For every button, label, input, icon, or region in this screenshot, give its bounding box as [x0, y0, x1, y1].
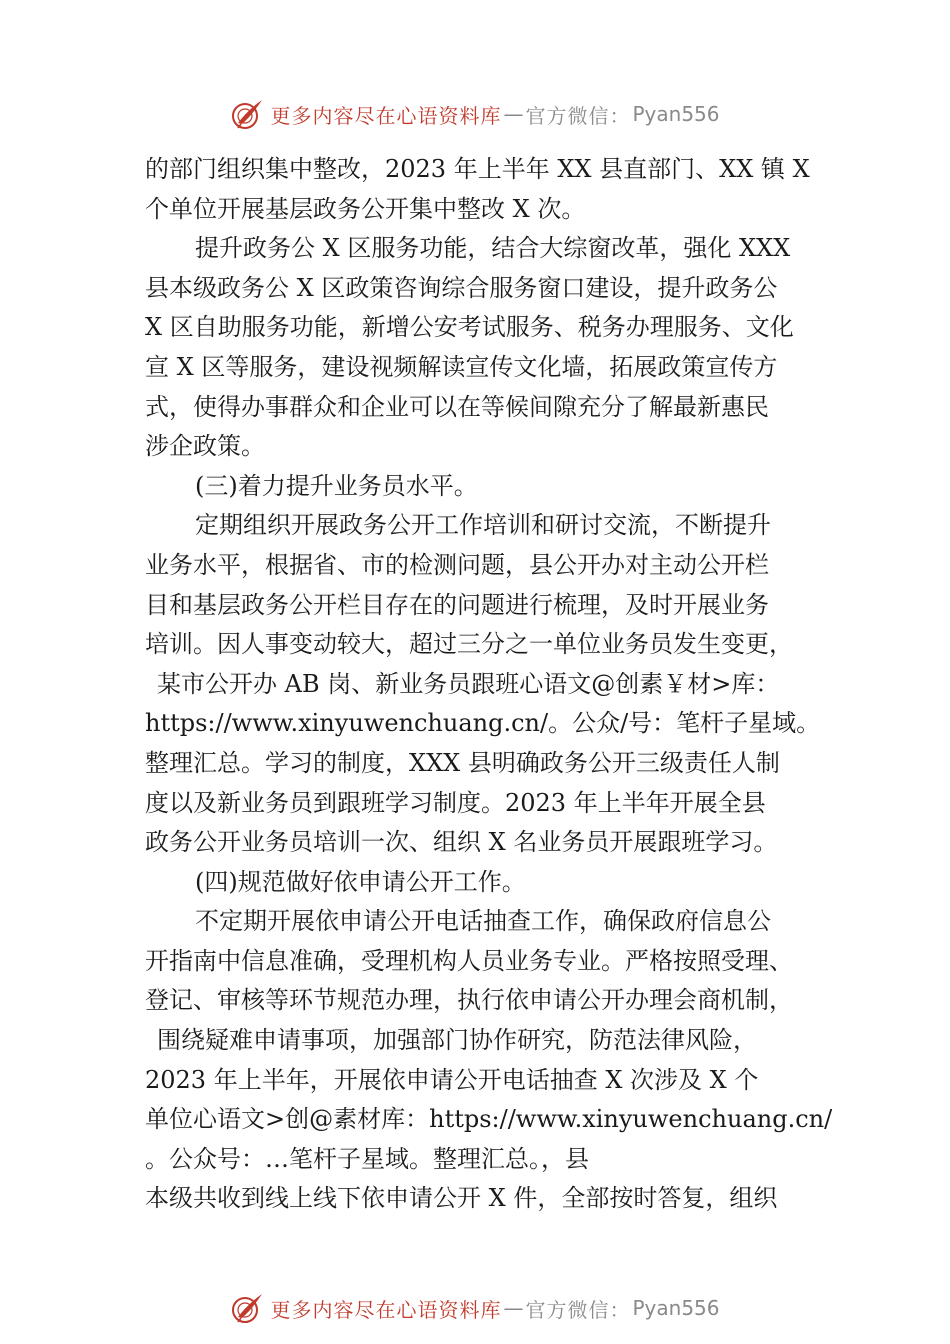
text-line: 单位心语文>创@素材库：https://www.xinyuwenchuang.cn/ [145, 1105, 833, 1134]
text-line: 开指南中信息准确，受理机构人员业务专业。严格按照受理、 [145, 946, 793, 975]
document-body [145, 150, 833, 1219]
section-heading: (四)规范做好依申请公开工作。 [195, 867, 526, 896]
section-heading: (三)着力提升业务员水平。 [195, 471, 478, 500]
watermark-wechat-id: Pyan556 [632, 1296, 720, 1320]
text-line: 整理汇总。学习的制度，XXX 县明确政务公开三级责任人制 [145, 748, 780, 777]
text-line: 目和基层政务公开栏目存在的问题进行梳理，及时开展业务 [145, 590, 769, 619]
watermark-separator: — [503, 102, 524, 126]
text-line: X 区自助服务功能，新增公安考试服务、税务办理服务、文化 [145, 313, 794, 342]
quill-seal-icon [230, 97, 264, 131]
header-watermark [0, 94, 950, 134]
watermark-wechat-label: 官方微信： [525, 103, 631, 128]
paragraph-start: 提升政务公 X 区服务功能，结合大综窗改革，强化 XXX [195, 234, 791, 263]
watermark-brand: 更多内容尽在心语资料库 [270, 1297, 502, 1322]
text-line: 本级共收到线上线下依申请公开 X 件，全部按时答复，组织 [145, 1184, 778, 1213]
text-line: 的部门组织集中整改，2023 年上半年 XX 县直部门、XX 镇 X [145, 155, 810, 183]
text-line: 围绕疑难申请事项，加强部门协作研究，防范法律风险， [157, 1026, 757, 1055]
watermark-wechat-id: Pyan556 [632, 102, 720, 126]
text-line: 县本级政务公 X 区政策咨询综合服务窗口建设，提升政务公 [145, 273, 778, 302]
text-line: 。公众号：…笔杆子星域。整理汇总。，县 [145, 1144, 589, 1173]
text-line: 个单位开展基层政务公开集中整改 X 次。 [145, 194, 586, 223]
text-line: https://www.xinyuwenchuang.cn/。公众/号：笔杆子星域。 [145, 709, 821, 738]
text-line: 涉企政策。 [145, 432, 265, 461]
text-line: 登记、审核等环节规范办理，执行依申请公开办理会商机制， [145, 986, 793, 1015]
text-line: 某市公开办 AB 岗、新业务员跟班心语文@创素￥材>库： [157, 669, 780, 698]
quill-seal-icon [230, 1291, 264, 1325]
paragraph-start: 定期组织开展政务公开工作培训和研讨交流，不断提升 [195, 511, 771, 540]
text-line: 度以及新业务员到跟班学习制度。2023 年上半年开展全县 [145, 788, 766, 817]
text-line: 业务水平，根据省、市的检测问题，县公开办对主动公开栏 [145, 550, 769, 579]
text-line: 宣 X 区等服务，建设视频解读宣传文化墙，拓展政策宣传方 [145, 352, 778, 381]
watermark-separator: — [503, 1296, 524, 1320]
watermark-brand: 更多内容尽在心语资料库 [270, 103, 502, 128]
text-line: 培训。因人事变动较大，超过三分之一单位业务员发生变更， [145, 630, 793, 659]
text-line: 2023 年上半年，开展依申请公开电话抽查 X 次涉及 X 个 [145, 1065, 759, 1094]
footer-watermark [0, 1288, 950, 1328]
watermark-wechat-label: 官方微信： [525, 1297, 631, 1322]
paragraph-start: 不定期开展依申请公开电话抽查工作，确保政府信息公 [195, 907, 771, 936]
text-line: 政务公开业务员培训一次、组织 X 名业务员开展跟班学习。 [145, 828, 778, 857]
text-line: 式，使得办事群众和企业可以在等候间隙充分了解最新惠民 [145, 392, 769, 421]
